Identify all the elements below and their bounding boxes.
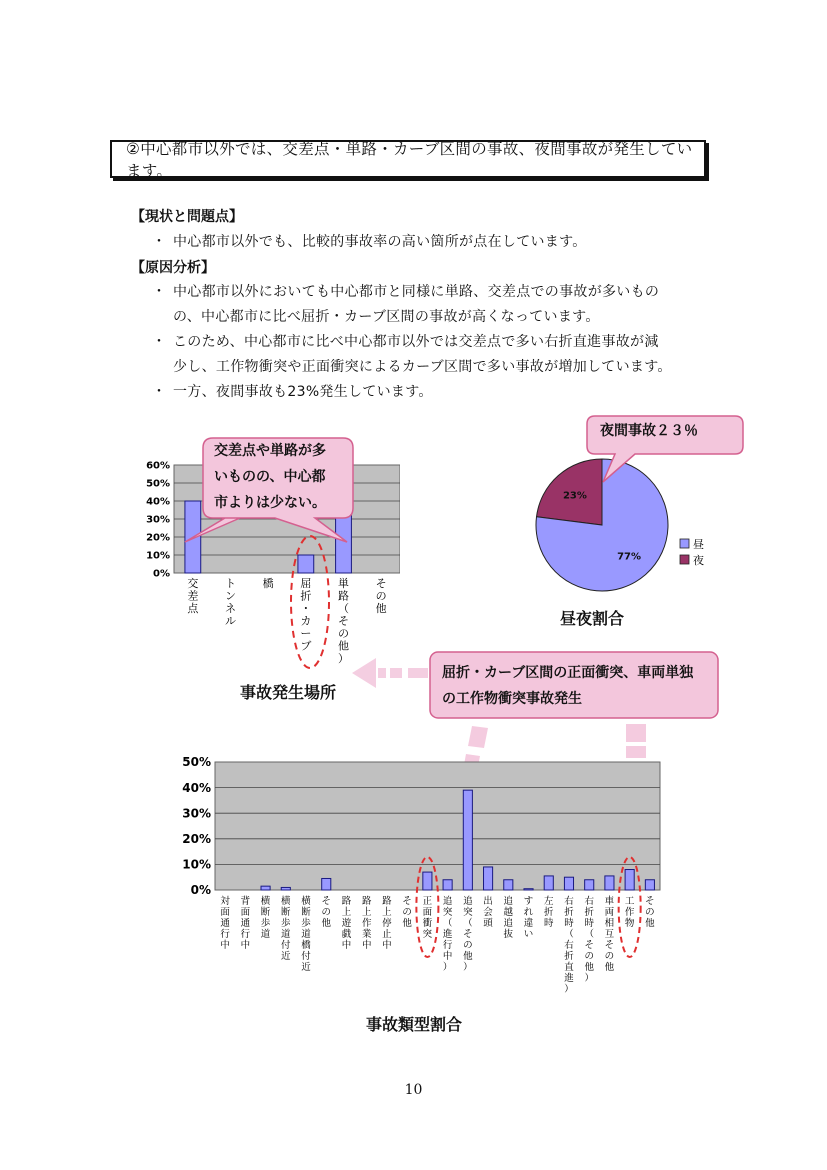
- y-tick-label: 30%: [182, 806, 211, 821]
- bullet-mark: ・: [152, 384, 166, 400]
- type-bar-chart: [165, 752, 675, 997]
- x-category-label: 追突（進行中）: [442, 896, 453, 973]
- headline-box: [110, 140, 706, 178]
- bullet-mark: ・: [152, 284, 166, 300]
- x-category-label: 屈折・カーブ: [300, 577, 312, 653]
- location-callout: [214, 438, 326, 516]
- y-tick-label: 40%: [182, 780, 211, 795]
- x-category-label: 路上作業中: [361, 896, 372, 951]
- location-caption: 事故発生場所: [240, 683, 337, 702]
- x-category-label: すれ違い: [523, 896, 534, 940]
- x-category-label: 対面通行中: [220, 896, 230, 951]
- x-category-label: 横断歩道: [260, 896, 271, 940]
- x-category-label: その他: [645, 896, 655, 929]
- x-category-label: 単路（その他）: [338, 577, 349, 665]
- bar: [605, 876, 614, 890]
- x-category-label: 左折時: [543, 896, 554, 929]
- y-tick-label: 10%: [182, 857, 211, 872]
- y-tick-label: 30%: [146, 514, 170, 526]
- bar: [423, 872, 432, 890]
- night-callout: 夜間事故２３％: [600, 423, 698, 439]
- x-category-label: 追突（その他）: [463, 896, 473, 973]
- bar: [322, 878, 331, 890]
- bullet-mark: ・: [152, 334, 166, 350]
- page-number: 10: [404, 1082, 423, 1098]
- x-category-label: 工作物: [624, 896, 635, 929]
- y-tick-label: 0%: [153, 568, 170, 580]
- cause-analysis-heading: 【原因分析】: [131, 260, 215, 276]
- legend-label: 夜: [693, 554, 704, 567]
- legend-swatch: [680, 539, 689, 548]
- x-category-label: トンネル: [225, 577, 236, 628]
- pie-value-label: 23%: [562, 490, 587, 502]
- x-category-label: 正面衝突: [422, 896, 433, 940]
- bar: [645, 880, 654, 890]
- plot-area: [215, 762, 660, 890]
- x-category-label: 追越追抜: [503, 896, 514, 940]
- x-category-label: 右折時（その他）: [584, 896, 594, 984]
- cause-text-line: 中心都市以外においても中心都市と同様に単路、交差点での事故が多いもの: [173, 284, 660, 300]
- bar: [504, 880, 513, 890]
- x-category-label: その他: [321, 896, 332, 929]
- type-caption: 事故類型割合: [366, 1015, 463, 1034]
- x-category-label: 出会頭: [483, 896, 493, 929]
- x-category-label: 横断歩道橋付近: [301, 896, 311, 973]
- cause-text-line: このため、中心都市に比べ中心都市以外では交差点で多い右折直進事故が減: [173, 334, 659, 350]
- current-issue-text: 中心都市以外でも、比較的事故率の高い箇所が点在しています。: [173, 234, 587, 250]
- y-tick-label: 0%: [190, 883, 211, 898]
- bar: [443, 880, 452, 890]
- x-category-label: 橋: [262, 577, 274, 590]
- cause-text-line: の、中心都市に比べ屈折・カーブ区間の事故が高くなっています。: [173, 309, 600, 325]
- y-tick-label: 60%: [146, 460, 170, 472]
- bar: [544, 876, 553, 890]
- bar: [484, 867, 493, 890]
- cause-text-line: 一方、夜間事故も23%発生しています。: [173, 384, 433, 400]
- x-category-label: 路上遊戯中: [341, 896, 352, 951]
- y-tick-label: 10%: [146, 550, 170, 562]
- curve-highlight-ellipse: [285, 532, 335, 672]
- bar: [463, 790, 472, 890]
- callout-line: いものの、中心都: [214, 469, 326, 485]
- bar: [625, 870, 634, 890]
- headline-text: ②中心都市以外では、交差点・単路・カーブ区間の事故、夜間事故が発生しています。: [126, 140, 693, 180]
- y-tick-label: 50%: [182, 755, 211, 770]
- legend-label: 昼: [693, 538, 704, 551]
- x-category-label: その他: [375, 577, 387, 615]
- cause-text-line: 少し、工作物衝突や正面衝突によるカーブ区間で多い事故が増加しています。: [173, 359, 672, 375]
- y-tick-label: 20%: [146, 532, 170, 544]
- bar: [261, 886, 270, 890]
- x-category-label: 横断歩道付近: [281, 896, 291, 962]
- x-category-label: 背面通行中: [240, 896, 251, 951]
- bar: [564, 877, 573, 890]
- pie-value-label: 77%: [617, 551, 642, 563]
- y-tick-label: 50%: [146, 478, 170, 490]
- legend-swatch: [680, 555, 689, 564]
- x-category-label: 車両相互その他: [604, 896, 615, 973]
- callout-line: の工作物衝突事故発生: [442, 691, 582, 707]
- bullet-mark: ・: [152, 234, 166, 250]
- y-tick-label: 40%: [146, 496, 170, 508]
- bar: [524, 889, 533, 890]
- x-category-label: 路上停止中: [382, 896, 392, 951]
- current-issues-heading: 【現状と問題点】: [131, 209, 243, 225]
- curve-callout: [442, 660, 693, 712]
- daynight-caption: 昼夜割合: [560, 609, 625, 628]
- callout-line: 交差点や単路が多: [214, 443, 326, 459]
- callout-line: 市よりは少ない。: [214, 495, 326, 511]
- x-category-label: 右折時（右折直進）: [564, 896, 574, 995]
- x-category-label: その他: [402, 896, 412, 929]
- x-category-label: 交差点: [187, 577, 199, 615]
- bar: [281, 887, 290, 890]
- y-tick-label: 20%: [182, 832, 211, 846]
- callout-line: 屈折・カーブ区間の正面衝突、車両単独: [442, 665, 694, 681]
- bar: [585, 880, 594, 890]
